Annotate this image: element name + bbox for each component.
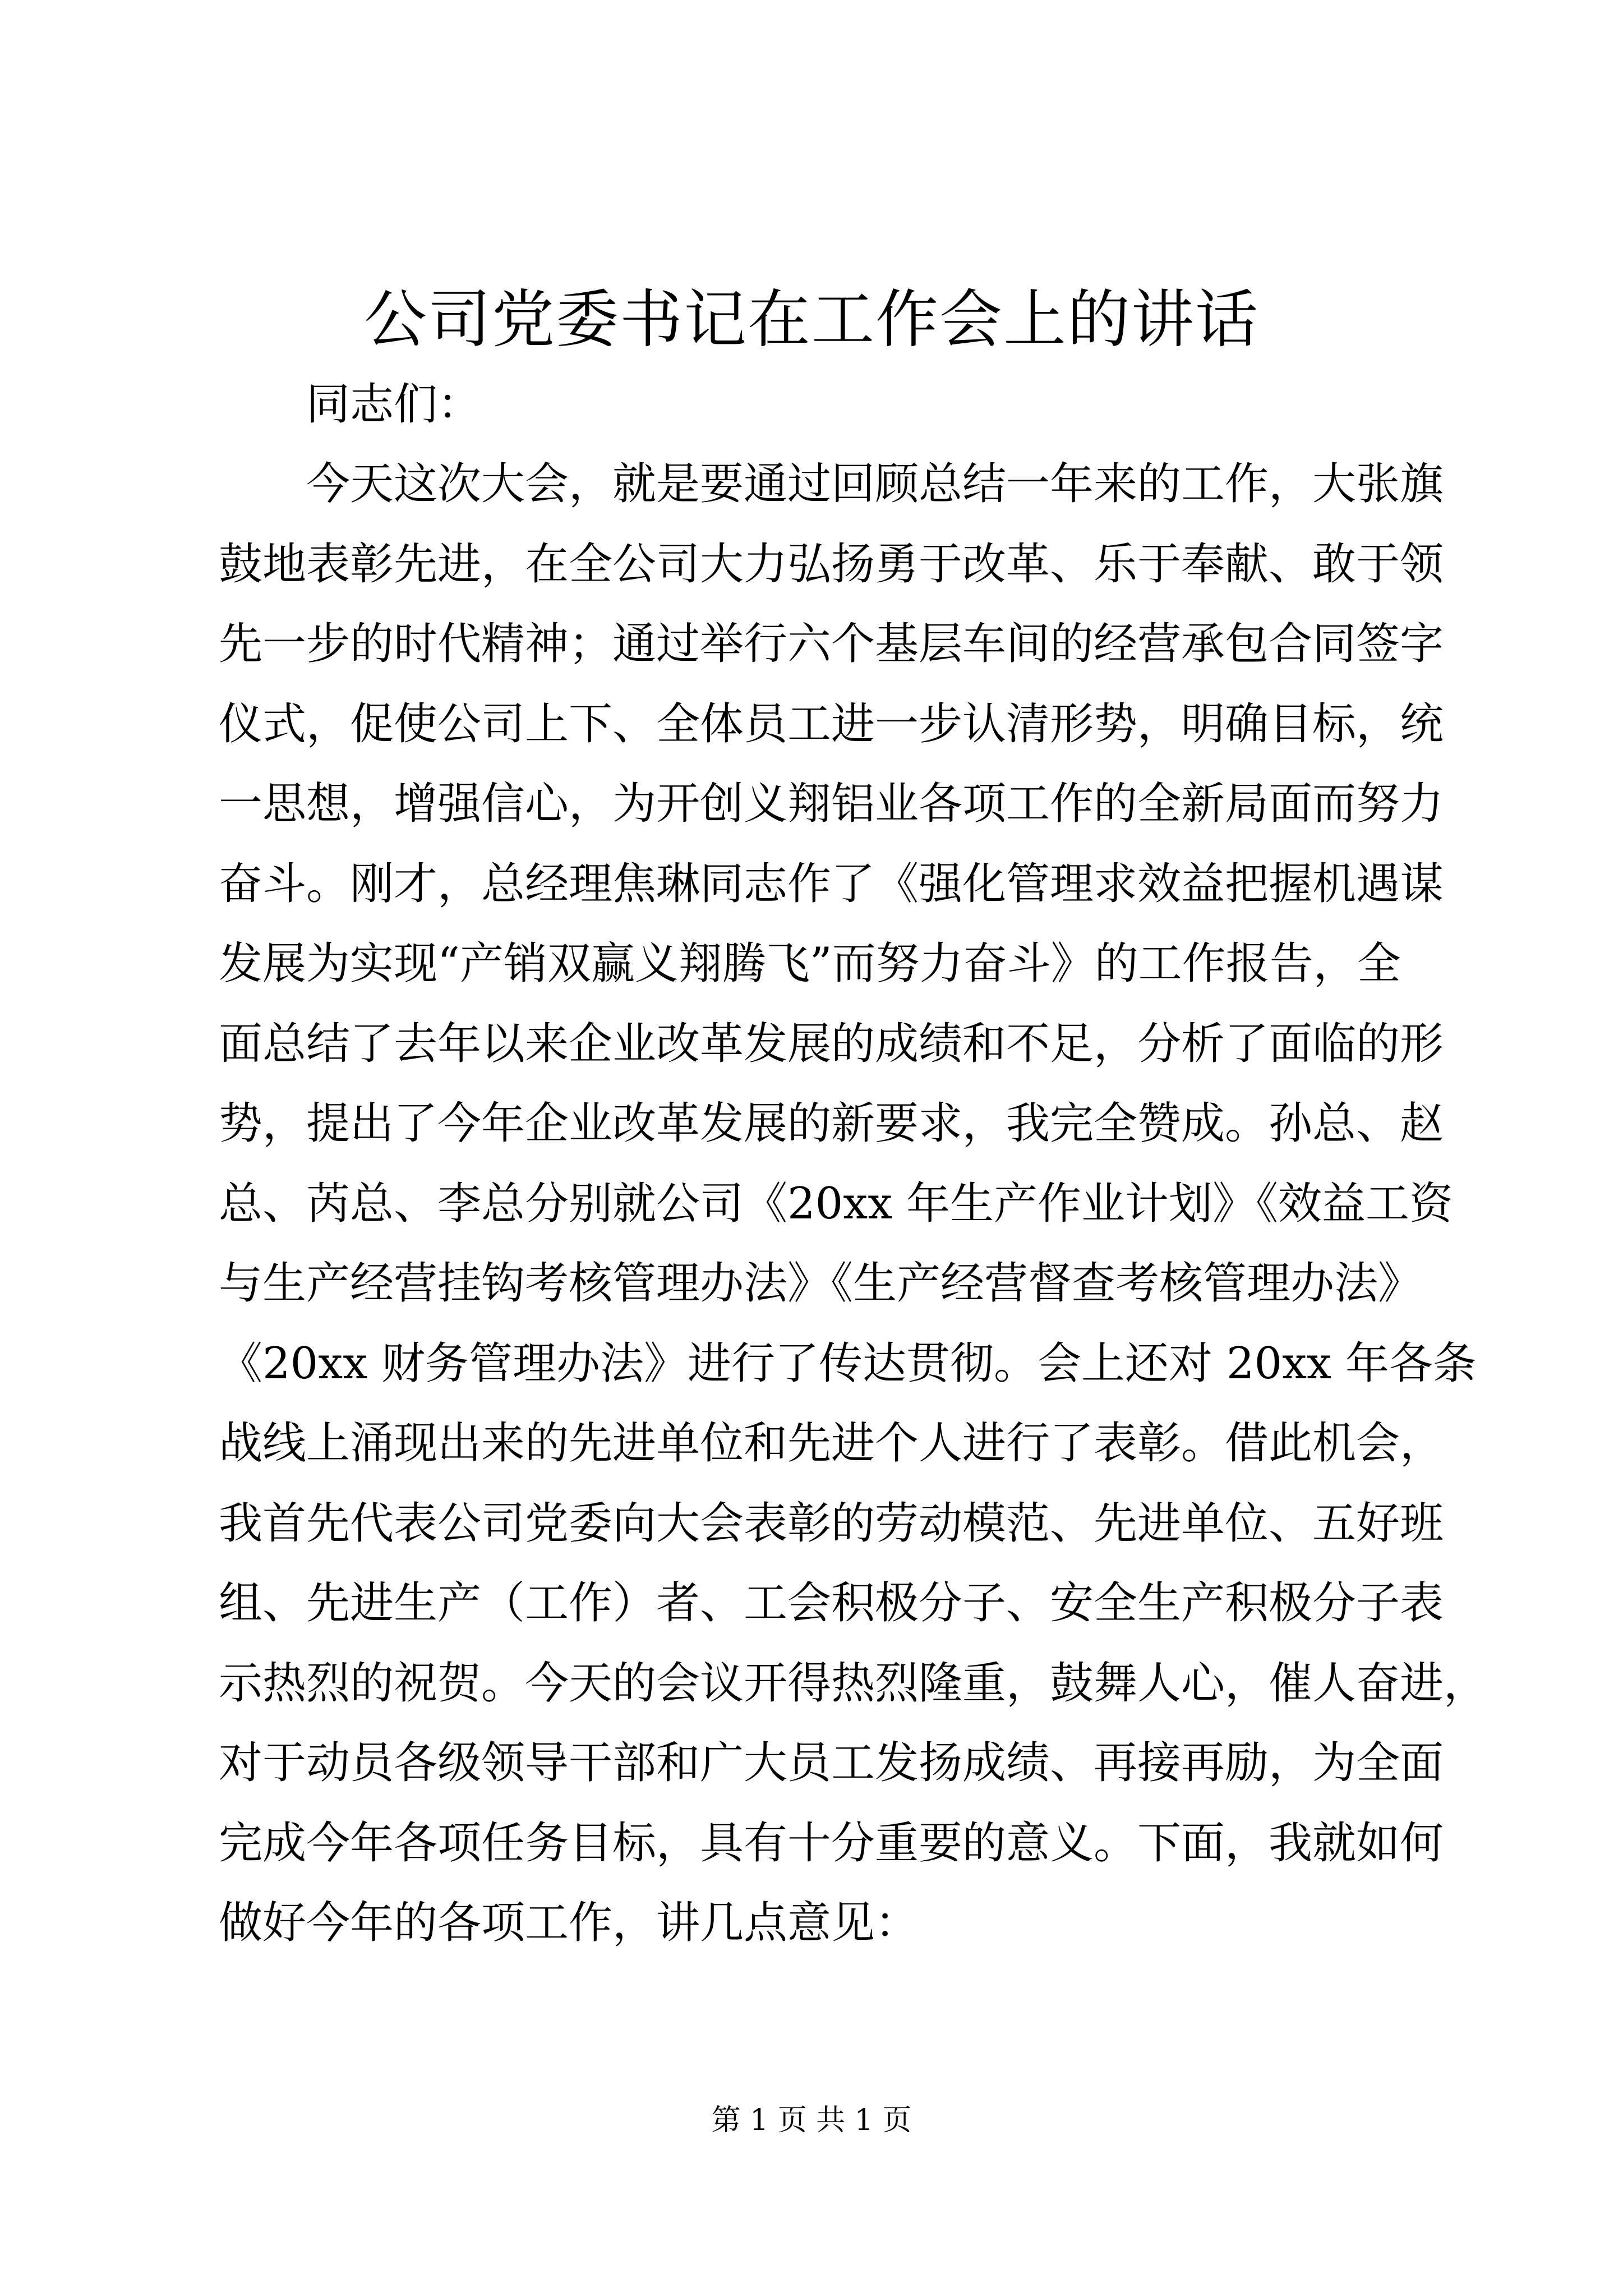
paragraph-line: 组、先进生产（工作）者、工会积极分子、安全生产积极分子表 — [219, 1578, 1444, 1628]
paragraph-line: 示热烈的祝贺。今天的会议开得热烈隆重，鼓舞人心，催人奋进， — [219, 1658, 1488, 1709]
paragraph-line: 与生产经营挂钩考核管理办法》《生产经营督查考核管理办法》 — [219, 1258, 1422, 1309]
paragraph-line: 做好今年的各项工作，讲几点意见： — [219, 1898, 919, 1948]
document-body — [219, 365, 1488, 1963]
paragraph-line: 总、芮总、李总分别就公司《20xx 年生产作业计划》《效益工资 — [219, 1178, 1454, 1229]
speech-paragraph — [219, 444, 1488, 1963]
paragraph-line: 发展为实现“产销双赢义翔腾飞”而努力奋斗》的工作报告，全 — [219, 938, 1401, 989]
paragraph-line: 完成今年各项任务目标，具有十分重要的意义。下面，我就如何 — [219, 1818, 1444, 1869]
paragraph-line: 鼓地表彰先进，在全公司大力弘扬勇于改革、乐于奉献、敢于领 — [219, 539, 1444, 590]
document-title: 公司党委书记在工作会上的讲话 — [364, 283, 1259, 356]
page-number-footer: 第 1 页 共 1 页 — [711, 2104, 912, 2137]
paragraph-line: 我首先代表公司党委向大会表彰的劳动模范、先进单位、五好班 — [219, 1498, 1444, 1549]
paragraph-line: 今天这次大会，就是要通过回顾总结一年来的工作，大张旗 — [306, 459, 1444, 509]
paragraph-line: 仪式，促使公司上下、全体员工进一步认清形势，明确目标，统 — [219, 698, 1444, 749]
salutation: 同志们： — [306, 379, 482, 430]
paragraph-line: 先一步的时代精神；通过举行六个基层车间的经营承包合同签字 — [219, 619, 1444, 669]
paragraph-line: 势，提出了今年企业改革发展的新要求，我完全赞成。孙总、赵 — [219, 1098, 1444, 1149]
paragraph-line: 面总结了去年以来企业改革发展的成绩和不足，分析了面临的形 — [219, 1018, 1444, 1069]
paragraph-line: 《20xx 财务管理办法》进行了传达贯彻。会上还对 20xx 年各条 — [219, 1338, 1477, 1389]
paragraph-line: 一思想，增强信心，为开创义翔铝业各项工作的全新局面而努力 — [219, 779, 1444, 829]
paragraph-line: 战线上涌现出来的先进单位和先进个人进行了表彰。借此机会， — [219, 1418, 1444, 1469]
paragraph-line: 奋斗。刚才，总经理焦琳同志作了《强化管理求效益把握机遇谋 — [219, 858, 1444, 909]
paragraph-line: 对于动员各级领导干部和广大员工发扬成绩、再接再励，为全面 — [219, 1738, 1444, 1788]
